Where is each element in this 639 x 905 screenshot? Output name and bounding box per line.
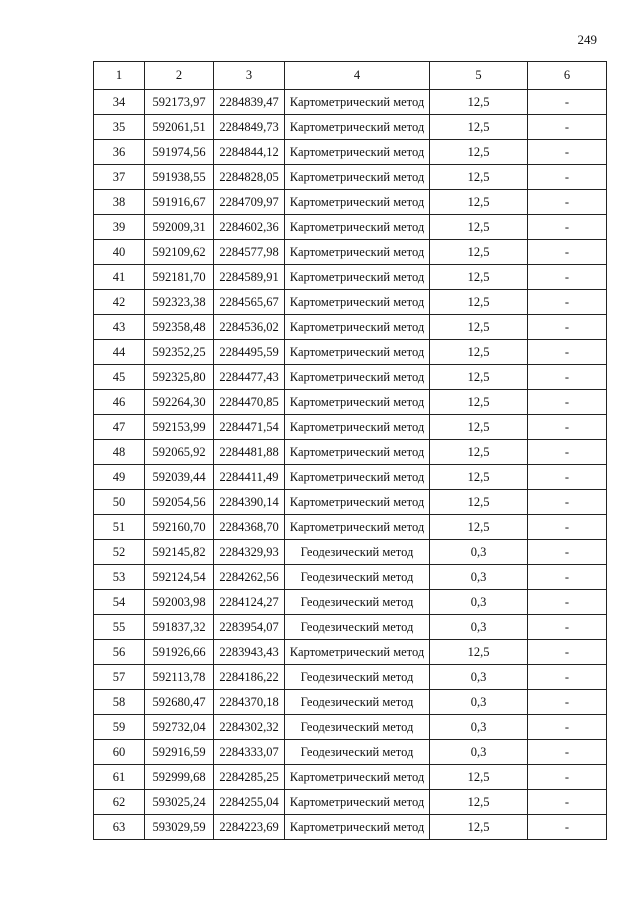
method-cell: Картометрический метод xyxy=(285,265,430,290)
note-cell: - xyxy=(528,590,607,615)
x-coordinate-cell: 592145,82 xyxy=(145,540,214,565)
accuracy-cell: 12,5 xyxy=(430,365,528,390)
y-coordinate-cell: 2284411,49 xyxy=(214,465,285,490)
point-number-cell: 41 xyxy=(94,265,145,290)
column-header: 3 xyxy=(214,62,285,90)
note-cell: - xyxy=(528,490,607,515)
table-row xyxy=(94,365,607,390)
x-coordinate-cell: 591926,66 xyxy=(145,640,214,665)
note-cell: - xyxy=(528,740,607,765)
y-coordinate-cell: 2284844,12 xyxy=(214,140,285,165)
column-header: 1 xyxy=(94,62,145,90)
accuracy-cell: 12,5 xyxy=(430,240,528,265)
point-number-cell: 57 xyxy=(94,665,145,690)
point-number-cell: 35 xyxy=(94,115,145,140)
x-coordinate-cell: 592181,70 xyxy=(145,265,214,290)
method-cell: Картометрический метод xyxy=(285,190,430,215)
accuracy-cell: 12,5 xyxy=(430,165,528,190)
note-cell: - xyxy=(528,115,607,140)
accuracy-cell: 12,5 xyxy=(430,215,528,240)
x-coordinate-cell: 592325,80 xyxy=(145,365,214,390)
method-cell: Картометрический метод xyxy=(285,90,430,115)
method-cell: Картометрический метод xyxy=(285,140,430,165)
accuracy-cell: 12,5 xyxy=(430,790,528,815)
method-cell: Картометрический метод xyxy=(285,490,430,515)
accuracy-cell: 12,5 xyxy=(430,290,528,315)
table-row xyxy=(94,440,607,465)
y-coordinate-cell: 2284589,91 xyxy=(214,265,285,290)
y-coordinate-cell: 2284285,25 xyxy=(214,765,285,790)
note-cell: - xyxy=(528,190,607,215)
note-cell: - xyxy=(528,390,607,415)
note-cell: - xyxy=(528,440,607,465)
method-cell: Картометрический метод xyxy=(285,790,430,815)
table-row xyxy=(94,165,607,190)
y-coordinate-cell: 2284390,14 xyxy=(214,490,285,515)
method-cell: Картометрический метод xyxy=(285,365,430,390)
table-row xyxy=(94,290,607,315)
point-number-cell: 44 xyxy=(94,340,145,365)
point-number-cell: 58 xyxy=(94,690,145,715)
y-coordinate-cell: 2284565,67 xyxy=(214,290,285,315)
table-row xyxy=(94,565,607,590)
method-cell: Картометрический метод xyxy=(285,640,430,665)
page-number: 249 xyxy=(577,32,597,47)
accuracy-cell: 0,3 xyxy=(430,665,528,690)
x-coordinate-cell: 592352,25 xyxy=(145,340,214,365)
method-cell: Геодезический метод xyxy=(285,665,430,690)
note-cell: - xyxy=(528,90,607,115)
accuracy-cell: 12,5 xyxy=(430,415,528,440)
x-coordinate-cell: 592039,44 xyxy=(145,465,214,490)
point-number-cell: 37 xyxy=(94,165,145,190)
y-coordinate-cell: 2284828,05 xyxy=(214,165,285,190)
note-cell: - xyxy=(528,615,607,640)
table-row xyxy=(94,240,607,265)
table-row xyxy=(94,90,607,115)
point-number-cell: 46 xyxy=(94,390,145,415)
point-number-cell: 42 xyxy=(94,290,145,315)
x-coordinate-cell: 592264,30 xyxy=(145,390,214,415)
note-cell: - xyxy=(528,690,607,715)
x-coordinate-cell: 592109,62 xyxy=(145,240,214,265)
method-cell: Картометрический метод xyxy=(285,440,430,465)
y-coordinate-cell: 2284262,56 xyxy=(214,565,285,590)
note-cell: - xyxy=(528,215,607,240)
point-number-cell: 47 xyxy=(94,415,145,440)
y-coordinate-cell: 2284470,85 xyxy=(214,390,285,415)
method-cell: Геодезический метод xyxy=(285,565,430,590)
table-row xyxy=(94,190,607,215)
x-coordinate-cell: 592054,56 xyxy=(145,490,214,515)
y-coordinate-cell: 2284302,32 xyxy=(214,715,285,740)
y-coordinate-cell: 2284495,59 xyxy=(214,340,285,365)
method-cell: Геодезический метод xyxy=(285,740,430,765)
x-coordinate-cell: 592113,78 xyxy=(145,665,214,690)
y-coordinate-cell: 2284370,18 xyxy=(214,690,285,715)
note-cell: - xyxy=(528,165,607,190)
point-number-cell: 39 xyxy=(94,215,145,240)
point-number-cell: 51 xyxy=(94,515,145,540)
table-row xyxy=(94,765,607,790)
x-coordinate-cell: 591916,67 xyxy=(145,190,214,215)
y-coordinate-cell: 2284186,22 xyxy=(214,665,285,690)
accuracy-cell: 12,5 xyxy=(430,815,528,840)
x-coordinate-cell: 591938,55 xyxy=(145,165,214,190)
note-cell: - xyxy=(528,665,607,690)
y-coordinate-cell: 2283943,43 xyxy=(214,640,285,665)
note-cell: - xyxy=(528,315,607,340)
note-cell: - xyxy=(528,815,607,840)
y-coordinate-cell: 2284839,47 xyxy=(214,90,285,115)
note-cell: - xyxy=(528,715,607,740)
y-coordinate-cell: 2284333,07 xyxy=(214,740,285,765)
accuracy-cell: 12,5 xyxy=(430,90,528,115)
table-body xyxy=(94,90,607,840)
note-cell: - xyxy=(528,565,607,590)
table-row xyxy=(94,465,607,490)
point-number-cell: 54 xyxy=(94,590,145,615)
point-number-cell: 63 xyxy=(94,815,145,840)
note-cell: - xyxy=(528,365,607,390)
y-coordinate-cell: 2284709,97 xyxy=(214,190,285,215)
y-coordinate-cell: 2284368,70 xyxy=(214,515,285,540)
point-number-cell: 59 xyxy=(94,715,145,740)
method-cell: Геодезический метод xyxy=(285,715,430,740)
method-cell: Картометрический метод xyxy=(285,215,430,240)
method-cell: Картометрический метод xyxy=(285,465,430,490)
method-cell: Картометрический метод xyxy=(285,390,430,415)
note-cell: - xyxy=(528,415,607,440)
method-cell: Геодезический метод xyxy=(285,615,430,640)
x-coordinate-cell: 592732,04 xyxy=(145,715,214,740)
accuracy-cell: 0,3 xyxy=(430,715,528,740)
point-number-cell: 60 xyxy=(94,740,145,765)
x-coordinate-cell: 592160,70 xyxy=(145,515,214,540)
table-row xyxy=(94,140,607,165)
point-number-cell: 52 xyxy=(94,540,145,565)
x-coordinate-cell: 592916,59 xyxy=(145,740,214,765)
accuracy-cell: 0,3 xyxy=(430,615,528,640)
method-cell: Картометрический метод xyxy=(285,815,430,840)
x-coordinate-cell: 592061,51 xyxy=(145,115,214,140)
accuracy-cell: 0,3 xyxy=(430,690,528,715)
method-cell: Картометрический метод xyxy=(285,765,430,790)
point-number-cell: 50 xyxy=(94,490,145,515)
x-coordinate-cell: 592124,54 xyxy=(145,565,214,590)
table-row xyxy=(94,590,607,615)
x-coordinate-cell: 592680,47 xyxy=(145,690,214,715)
x-coordinate-cell: 592358,48 xyxy=(145,315,214,340)
point-number-cell: 61 xyxy=(94,765,145,790)
x-coordinate-cell: 592065,92 xyxy=(145,440,214,465)
accuracy-cell: 12,5 xyxy=(430,465,528,490)
y-coordinate-cell: 2284536,02 xyxy=(214,315,285,340)
point-number-cell: 62 xyxy=(94,790,145,815)
x-coordinate-cell: 591974,56 xyxy=(145,140,214,165)
y-coordinate-cell: 2284477,43 xyxy=(214,365,285,390)
point-number-cell: 36 xyxy=(94,140,145,165)
method-cell: Картометрический метод xyxy=(285,115,430,140)
accuracy-cell: 12,5 xyxy=(430,190,528,215)
accuracy-cell: 12,5 xyxy=(430,440,528,465)
method-cell: Картометрический метод xyxy=(285,240,430,265)
accuracy-cell: 12,5 xyxy=(430,515,528,540)
table-row xyxy=(94,115,607,140)
table-row xyxy=(94,815,607,840)
y-coordinate-cell: 2284255,04 xyxy=(214,790,285,815)
table-row xyxy=(94,790,607,815)
note-cell: - xyxy=(528,240,607,265)
table-row xyxy=(94,315,607,340)
column-header: 2 xyxy=(145,62,214,90)
x-coordinate-cell: 592999,68 xyxy=(145,765,214,790)
table-row xyxy=(94,665,607,690)
method-cell: Картометрический метод xyxy=(285,515,430,540)
table-row xyxy=(94,515,607,540)
note-cell: - xyxy=(528,540,607,565)
accuracy-cell: 12,5 xyxy=(430,340,528,365)
y-coordinate-cell: 2284481,88 xyxy=(214,440,285,465)
point-number-cell: 55 xyxy=(94,615,145,640)
coordinates-table xyxy=(93,61,607,840)
y-coordinate-cell: 2284471,54 xyxy=(214,415,285,440)
column-header: 5 xyxy=(430,62,528,90)
y-coordinate-cell: 2284329,93 xyxy=(214,540,285,565)
accuracy-cell: 12,5 xyxy=(430,265,528,290)
note-cell: - xyxy=(528,290,607,315)
x-coordinate-cell: 591837,32 xyxy=(145,615,214,640)
table-row xyxy=(94,640,607,665)
accuracy-cell: 12,5 xyxy=(430,390,528,415)
accuracy-cell: 12,5 xyxy=(430,140,528,165)
y-coordinate-cell: 2284223,69 xyxy=(214,815,285,840)
method-cell: Геодезический метод xyxy=(285,540,430,565)
method-cell: Картометрический метод xyxy=(285,315,430,340)
table-row xyxy=(94,740,607,765)
table-row xyxy=(94,715,607,740)
note-cell: - xyxy=(528,515,607,540)
x-coordinate-cell: 592003,98 xyxy=(145,590,214,615)
table-row xyxy=(94,390,607,415)
note-cell: - xyxy=(528,140,607,165)
accuracy-cell: 12,5 xyxy=(430,315,528,340)
note-cell: - xyxy=(528,265,607,290)
method-cell: Картометрический метод xyxy=(285,165,430,190)
point-number-cell: 40 xyxy=(94,240,145,265)
method-cell: Картометрический метод xyxy=(285,340,430,365)
point-number-cell: 56 xyxy=(94,640,145,665)
point-number-cell: 49 xyxy=(94,465,145,490)
accuracy-cell: 0,3 xyxy=(430,540,528,565)
note-cell: - xyxy=(528,640,607,665)
method-cell: Картометрический метод xyxy=(285,290,430,315)
point-number-cell: 48 xyxy=(94,440,145,465)
x-coordinate-cell: 593029,59 xyxy=(145,815,214,840)
x-coordinate-cell: 592173,97 xyxy=(145,90,214,115)
column-header: 4 xyxy=(285,62,430,90)
y-coordinate-cell: 2284577,98 xyxy=(214,240,285,265)
table-row xyxy=(94,340,607,365)
y-coordinate-cell: 2283954,07 xyxy=(214,615,285,640)
point-number-cell: 45 xyxy=(94,365,145,390)
accuracy-cell: 12,5 xyxy=(430,115,528,140)
accuracy-cell: 0,3 xyxy=(430,740,528,765)
note-cell: - xyxy=(528,765,607,790)
table-header-row xyxy=(94,62,607,90)
method-cell: Геодезический метод xyxy=(285,690,430,715)
y-coordinate-cell: 2284849,73 xyxy=(214,115,285,140)
table-row xyxy=(94,265,607,290)
accuracy-cell: 12,5 xyxy=(430,765,528,790)
y-coordinate-cell: 2284602,36 xyxy=(214,215,285,240)
x-coordinate-cell: 592009,31 xyxy=(145,215,214,240)
accuracy-cell: 12,5 xyxy=(430,640,528,665)
accuracy-cell: 0,3 xyxy=(430,565,528,590)
point-number-cell: 43 xyxy=(94,315,145,340)
table-row xyxy=(94,215,607,240)
point-number-cell: 38 xyxy=(94,190,145,215)
method-cell: Геодезический метод xyxy=(285,590,430,615)
x-coordinate-cell: 593025,24 xyxy=(145,790,214,815)
accuracy-cell: 0,3 xyxy=(430,590,528,615)
table-row xyxy=(94,690,607,715)
x-coordinate-cell: 592323,38 xyxy=(145,290,214,315)
table-row xyxy=(94,615,607,640)
x-coordinate-cell: 592153,99 xyxy=(145,415,214,440)
accuracy-cell: 12,5 xyxy=(430,490,528,515)
table-row xyxy=(94,490,607,515)
note-cell: - xyxy=(528,340,607,365)
point-number-cell: 34 xyxy=(94,90,145,115)
column-header: 6 xyxy=(528,62,607,90)
table-row xyxy=(94,415,607,440)
method-cell: Картометрический метод xyxy=(285,415,430,440)
note-cell: - xyxy=(528,465,607,490)
note-cell: - xyxy=(528,790,607,815)
point-number-cell: 53 xyxy=(94,565,145,590)
y-coordinate-cell: 2284124,27 xyxy=(214,590,285,615)
table-row xyxy=(94,540,607,565)
